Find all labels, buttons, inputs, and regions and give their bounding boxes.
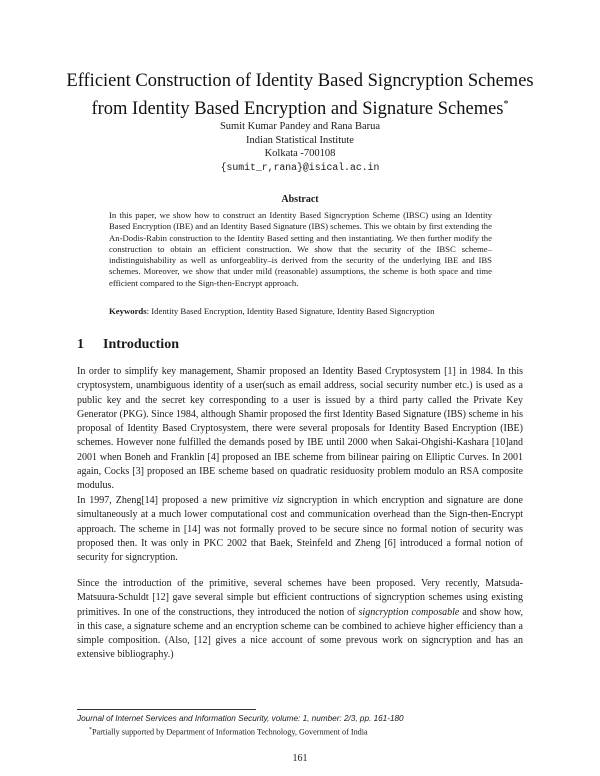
abstract-text: In this paper, we show how to construct an Identity Based Signcryption Scheme (IBSC) using an Identity Based Encryption (IBE) and an Identity Based Signature (IBS) schemes. This we obtain by first extending the An-Dodis-Rabin construction to the Identity Based setting and then instantiating. We then further modify the construction to obtain an efficient construction. We show that the security of the IBSC scheme–indistinguishability as well as unforgeablity–is derived from the security of the underlying IBE and IBS schemes. Moreover, we show that under mild (reasonable) assumptions, the scheme is both space and time efficient compared to the Sign-then-Encrypt approach. bbox=[109, 210, 492, 288]
footnote-mark: * bbox=[89, 727, 92, 733]
p2-text-a: In 1997, Zheng[14] proposed a new primitive bbox=[77, 495, 273, 506]
page-number: 161 bbox=[292, 753, 308, 764]
footnote bbox=[89, 725, 368, 738]
section-number: 1 bbox=[77, 337, 84, 352]
section-title: Introduction bbox=[103, 337, 179, 352]
journal-citation: Journal of Internet Services and Information Security, volume: 1, number: 2/3, pp. 161-180 bbox=[77, 714, 404, 723]
keywords bbox=[109, 306, 492, 317]
abstract-heading: Abstract bbox=[281, 194, 319, 205]
affiliation: Indian Statistical Institute bbox=[246, 134, 354, 146]
section-heading bbox=[77, 337, 179, 353]
paper-title bbox=[40, 70, 560, 121]
title-footnote-mark: * bbox=[503, 99, 509, 110]
author-block bbox=[100, 120, 500, 174]
p2-text-b: signcryption in which encryption and signature are done simultaneously at a much lower computational cost and communication overhead than the Sign-then-Encrypt approach. The scheme in [14] was not formally proved to be secure since no formal notion of security was proposed then. It was only in PKC 2002 that Baek, Steinfeld and Zheng [6] introduced a formal notion of security for signcryption. bbox=[77, 495, 523, 564]
keywords-list: : Identity Based Encryption, Identity Based Signature, Identity Based Signcryption bbox=[146, 306, 435, 316]
footnote-rule bbox=[77, 709, 256, 710]
intro-paragraph-1: In order to simplify key management, Shamir proposed an Identity Based Cryptosystem [1] in 1984. In this cryptosystem, unambiguous identity of a user(such as email address, social security number etc.) is used as a public key and the secret key corresponding to a user is issued by a third party called the Private Key Generator (PKG). Since 1984, although Shamir proposed the first Identity Based Signature (IBS) scheme in his proposal of Identity Based Cryptosystem, there were several proposals for Identity Based Encryption (IBE) schemes. However none fulfilled the demands posed by IBE until 2000 when Sakai-Ohgishi-Kashara [10]and 2001 when Boneh and Franklin [4] proposed an IBE scheme from bilinear pairing on Elliptic Curves. In 2001 again, Cocks [3] proposed an IBE scheme based on quadratic residuosity problem modulo an RSA composite modulus. bbox=[77, 366, 523, 492]
intro-paragraph-3 bbox=[77, 577, 523, 663]
footnote-text: Partially supported by Department of Information Technology, Government of India bbox=[92, 727, 368, 737]
p2-viz: viz bbox=[272, 495, 284, 506]
p3-emphasis: signcryption composable bbox=[358, 606, 460, 618]
title-line-2: from Identity Based Encryption and Signature Schemes bbox=[91, 99, 504, 120]
city: Kolkata -700108 bbox=[264, 148, 336, 159]
keywords-label: Keywords bbox=[109, 306, 147, 316]
p3-text-a: Since the introduction of the primitive, several schemes have been proposed. Very recently, Matsuda-Matsuura-Schuldt [12] gave several simple but efficient contructions of signcryption schemes using existing primitives. In one of the constructions, they introduced the notion of bbox=[77, 578, 523, 618]
author-names: Sumit Kumar Pandey and Rana Barua bbox=[219, 121, 381, 132]
author-email: {sumit_r,rana}@isical.ac.in bbox=[220, 161, 380, 173]
p3-text-b: and show how, in this case, a signature scheme and an encryption scheme can be combined to achieve higher efficiency than a simple composition. (Also, [12] gives a nice account of some prevous work on signcryption and has an extensive bibliography.) bbox=[77, 606, 524, 661]
title-line-1: Efficient Construction of Identity Based Signcryption Schemes bbox=[66, 71, 534, 91]
intro-paragraph-2 bbox=[77, 494, 523, 565]
